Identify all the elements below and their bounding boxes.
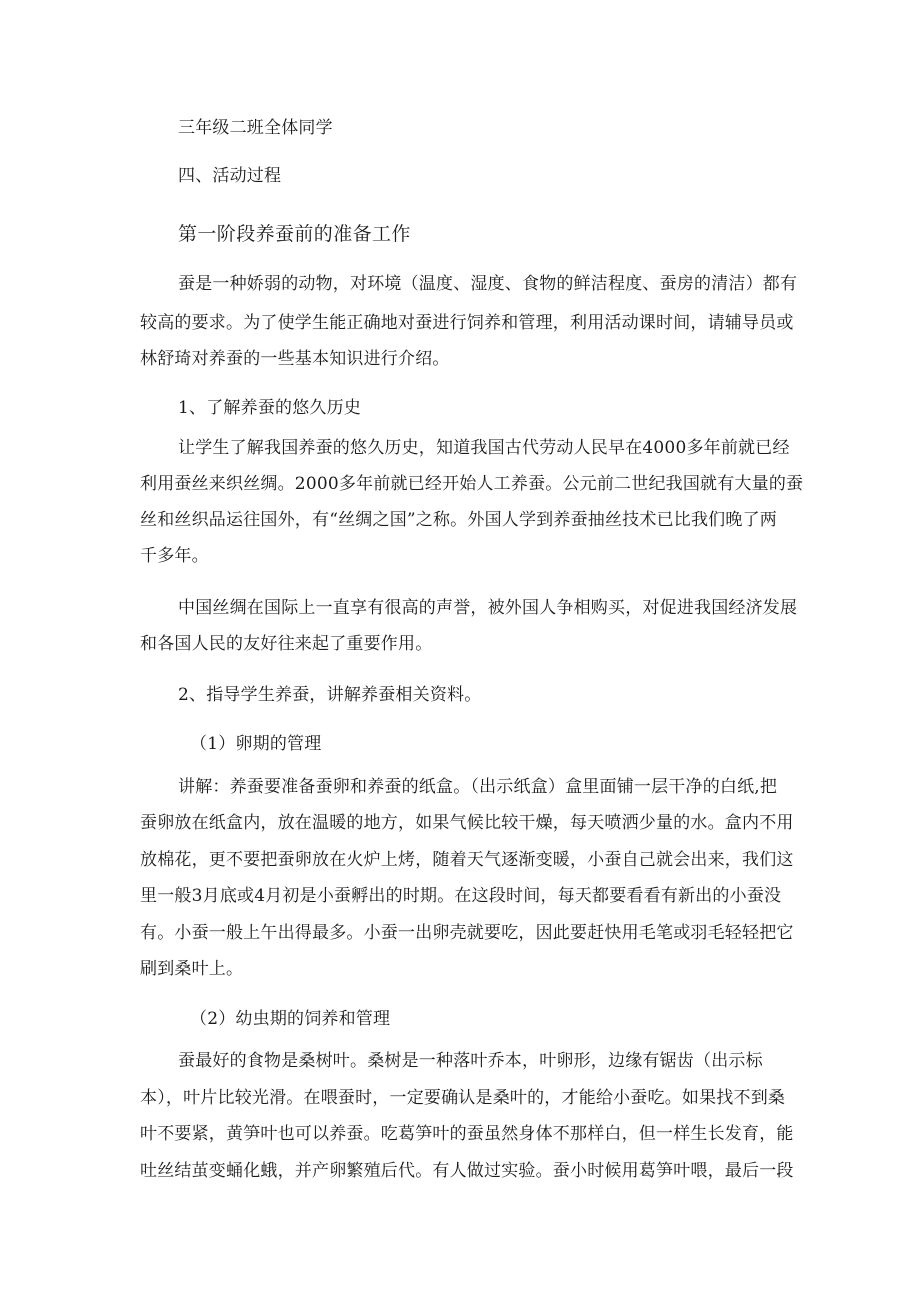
paragraph-line: 里一般3月底或4月初是小蚕孵出的时期。在这段时间，每天都要看看有新出的小蚕没 — [140, 886, 782, 906]
participants-line: 三年级二班全体同学 — [178, 118, 333, 138]
paragraph-line: 放棉花，更不要把蚕卵放在火炉上烤，随着天气逐渐变暖，小蚕自己就会出来，我们这 — [140, 850, 794, 870]
paragraph-line: 吐丝结茧变蛹化蛾，并产卵繁殖后代。有人做过实验。蚕小时候用葛笋叶喂，最后一段 — [140, 1161, 794, 1181]
stage-one-title: 第一阶段养蚕前的准备工作 — [178, 223, 411, 245]
paragraph-line: 蚕是一种娇弱的动物，对环境（温度、湿度、食物的鲜洁程度、蚕房的清洁）都有 — [178, 274, 798, 294]
paragraph-line: 林舒琦对养蚕的一些基本知识进行介绍。 — [140, 349, 450, 369]
paragraph-line: 让学生了解我国养蚕的悠久历史，知道我国古代劳动人民早在4000多年前就已经 — [178, 438, 790, 458]
paragraph-line: 有。小蚕一般上午出得最多。小蚕一出卵壳就要吃，因此要赶快用毛笔或羽毛轻轻把它 — [140, 923, 794, 943]
paragraph-line: 讲解：养蚕要准备蚕卵和养蚕的纸盒。（出示纸盒）盒里面铺一层干净的白纸,把 — [178, 777, 778, 797]
paragraph-line: 丝和丝织品运往国外，有“丝绸之国”之称。外国人学到养蚕抽丝技术已比我们晚了两 — [140, 510, 777, 530]
sub-one-title: （1）卵期的管理 — [190, 734, 322, 754]
paragraph-line: 刷到桑叶上。 — [140, 959, 244, 979]
paragraph-line: 蚕最好的食物是桑树叶。桑树是一种落叶乔本，叶卵形，边缘有锯齿（出示标 — [178, 1051, 763, 1071]
item-one-title: 1、了解养蚕的悠久历史 — [178, 398, 362, 418]
section-four-title: 四、活动过程 — [178, 166, 282, 186]
paragraph-line: 和各国人民的友好往来起了重要作用。 — [140, 634, 433, 654]
sub-two-title: （2）幼虫期的饲养和管理 — [190, 1009, 391, 1029]
paragraph-line: 利用蚕丝来织丝绸。2000多年前就已经开始人工养蚕。公元前二世纪我国就有大量的蚕 — [140, 474, 804, 494]
paragraph-line: 本），叶片比较光滑。在喂蚕时，一定要确认是桑叶的，才能给小蚕吃。如果找不到桑 — [140, 1088, 786, 1108]
paragraph-line: 千多年。 — [140, 546, 209, 566]
paragraph-line: 中国丝绸在国际上一直享有很高的声誉，被外国人争相购买，对促进我国经济发展 — [178, 598, 798, 618]
item-two-title: 2、指导学生养蚕，讲解养蚕相关资料。 — [178, 685, 482, 705]
paragraph-line: 较高的要求。为了使学生能正确地对蚕进行饲养和管理，利用活动课时间，请辅导员或 — [140, 313, 794, 333]
paragraph-line: 叶不要紧，黄笋叶也可以养蚕。吃葛笋叶的蚕虽然身体不那样白，但一样生长发育，能 — [140, 1124, 794, 1144]
paragraph-line: 蚕卵放在纸盒内，放在温暖的地方，如果气候比较干燥，每天喷洒少量的水。盒内不用 — [140, 813, 794, 833]
